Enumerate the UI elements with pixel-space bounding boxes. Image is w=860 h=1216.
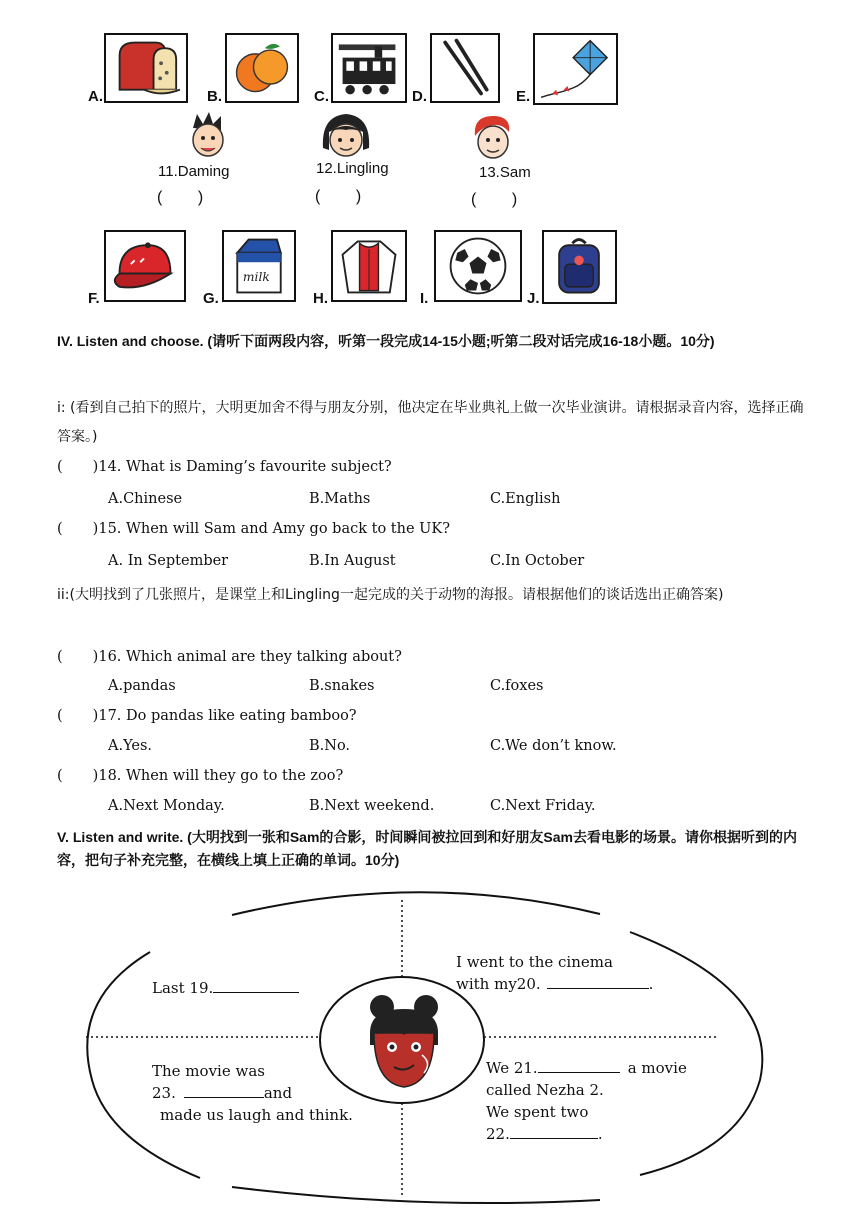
answer-paren-14-open[interactable]: ( — [57, 459, 63, 475]
question-17-text: 17. Do pandas like eating bamboo? — [98, 708, 357, 724]
question-17 — [57, 708, 357, 724]
picture-letter-h: H. — [313, 290, 328, 307]
q14-option-a[interactable]: A.Chinese — [108, 491, 183, 507]
q19-label: Last 19. — [152, 979, 214, 997]
q14-option-b[interactable]: B.Maths — [309, 491, 371, 507]
question-14-text: 14. What is Daming’s favourite subject? — [98, 459, 392, 475]
q23-line2 — [152, 1082, 292, 1104]
q18-option-a[interactable]: A.Next Monday. — [108, 798, 225, 814]
q20-line2 — [456, 973, 653, 995]
picture-letter-a: A. — [88, 88, 103, 105]
question-14 — [57, 459, 392, 475]
nezha-face-icon — [362, 993, 446, 1091]
q19-line — [152, 977, 299, 999]
q16-option-a[interactable]: A.pandas — [108, 678, 176, 694]
jacket-icon — [331, 230, 407, 302]
answer-paren-18-open[interactable]: ( — [57, 768, 63, 784]
kite-icon — [533, 33, 618, 105]
bread-icon — [104, 33, 188, 103]
section-iv-part1-note: i: (看到自己拍下的照片，大明更加舍不得与朋友分别，他决定在毕业典礼上做一次毕业演讲。请根据录音内容，选择正确答案。) — [57, 400, 804, 445]
q17-option-a[interactable]: A.Yes. — [108, 738, 153, 754]
question-15-text: 15. When will Sam and Amy go back to the UK? — [98, 521, 450, 537]
q21-line2: called Nezha 2. — [486, 1081, 604, 1099]
q23-label: 23. — [152, 1084, 176, 1102]
daming-portrait-icon — [183, 110, 233, 162]
football-icon — [434, 230, 522, 302]
q15-option-b[interactable]: B.In August — [309, 553, 396, 569]
person-name-daming: 11.Daming — [158, 163, 230, 180]
q17-option-b[interactable]: B.No. — [309, 738, 351, 754]
q16-option-b[interactable]: B.snakes — [309, 678, 375, 694]
q22-end: . — [597, 1125, 603, 1143]
section-iv-part2-note: ii:(大明找到了几张照片，是课堂上和Lingling一起完成的关于动物的海报。请根据他们的谈话选出正确答案) — [57, 587, 724, 603]
picture-letter-e: E. — [516, 88, 531, 105]
section-iv-heading: IV. Listen and choose. (请听下面两段内容，听第一段完成14-15小题;听第二段对话完成16-18小题。10分) — [57, 333, 715, 349]
q19-blank[interactable] — [213, 978, 299, 993]
q15-option-a[interactable]: A. In September — [108, 553, 229, 569]
answer-paren-12[interactable]: ( ) — [315, 188, 362, 205]
sam-portrait-icon — [467, 112, 519, 164]
oranges-icon — [225, 33, 299, 103]
question-16-text: 16. Which animal are they talking about? — [98, 649, 402, 665]
picture-letter-b: B. — [207, 88, 222, 105]
answer-paren-11[interactable]: ( ) — [157, 189, 204, 206]
q20-label: with my20. — [456, 975, 541, 993]
q23-and: and — [263, 1084, 293, 1102]
q18-option-b[interactable]: B.Next weekend. — [309, 798, 435, 814]
q16-option-c[interactable]: C.foxes — [490, 678, 544, 694]
cap-icon — [104, 230, 186, 302]
svg-text:milk: milk — [242, 270, 270, 285]
answer-paren-14-close[interactable]: ) — [92, 459, 99, 475]
picture-letter-f: F. — [88, 290, 100, 307]
picture-letter-j: J. — [527, 290, 540, 307]
picture-letter-g: G. — [203, 290, 219, 307]
answer-paren-17-open[interactable]: ( — [57, 708, 63, 724]
question-18 — [57, 768, 343, 784]
q20-line1: I went to the cinema — [456, 953, 613, 971]
answer-paren-15-open[interactable]: ( — [57, 521, 63, 537]
q21-label: We 21. — [486, 1059, 538, 1077]
answer-paren-16-open[interactable]: ( — [57, 649, 63, 665]
chopsticks-icon — [430, 33, 500, 103]
q22-line1: We spent two — [486, 1103, 589, 1121]
answer-paren-16-close[interactable]: ) — [92, 649, 99, 665]
section-v-heading: V. Listen and write. (大明找到一张和Sam的合影，时间瞬间被拉回到和好朋友Sam去看电影的场景。请你根据听到的内容，把句子补充完整，在横线上填上正确的单词。10分) — [57, 829, 797, 868]
answer-paren-15-close[interactable]: ) — [92, 521, 99, 537]
question-18-text: 18. When will they go to the zoo? — [98, 768, 344, 784]
q18-option-c[interactable]: C.Next Friday. — [490, 798, 596, 814]
q21-line1 — [486, 1057, 687, 1079]
q22-blank[interactable] — [510, 1124, 598, 1139]
toy-train-icon — [331, 33, 407, 103]
q20-blank[interactable] — [547, 974, 649, 989]
question-16 — [57, 649, 402, 665]
q21-blank[interactable] — [538, 1058, 620, 1073]
question-15 — [57, 521, 450, 537]
lingling-portrait-icon — [317, 108, 375, 162]
q22-label: 22. — [486, 1125, 510, 1143]
answer-paren-13[interactable]: ( ) — [471, 191, 518, 208]
q17-option-c[interactable]: C.We don’t know. — [490, 738, 617, 754]
q21-after: a movie — [627, 1059, 687, 1077]
picture-letter-c: C. — [314, 88, 329, 105]
answer-paren-18-close[interactable]: ) — [92, 768, 99, 784]
person-name-sam: 13.Sam — [479, 164, 531, 181]
q22-line2 — [486, 1123, 603, 1145]
q15-option-c[interactable]: C.In October — [490, 553, 585, 569]
q23-line1: The movie was — [152, 1062, 265, 1080]
picture-letter-d: D. — [412, 88, 427, 105]
picture-letter-i: I. — [420, 290, 429, 307]
answer-paren-17-close[interactable]: ) — [92, 708, 99, 724]
q14-option-c[interactable]: C.English — [490, 491, 561, 507]
schoolbag-icon — [542, 230, 617, 304]
milk-carton-icon — [222, 230, 296, 302]
q23-blank[interactable] — [184, 1083, 264, 1098]
q20-end: . — [648, 975, 654, 993]
q23-line3: made us laugh and think. — [160, 1106, 353, 1124]
person-name-lingling: 12.Lingling — [316, 160, 389, 177]
